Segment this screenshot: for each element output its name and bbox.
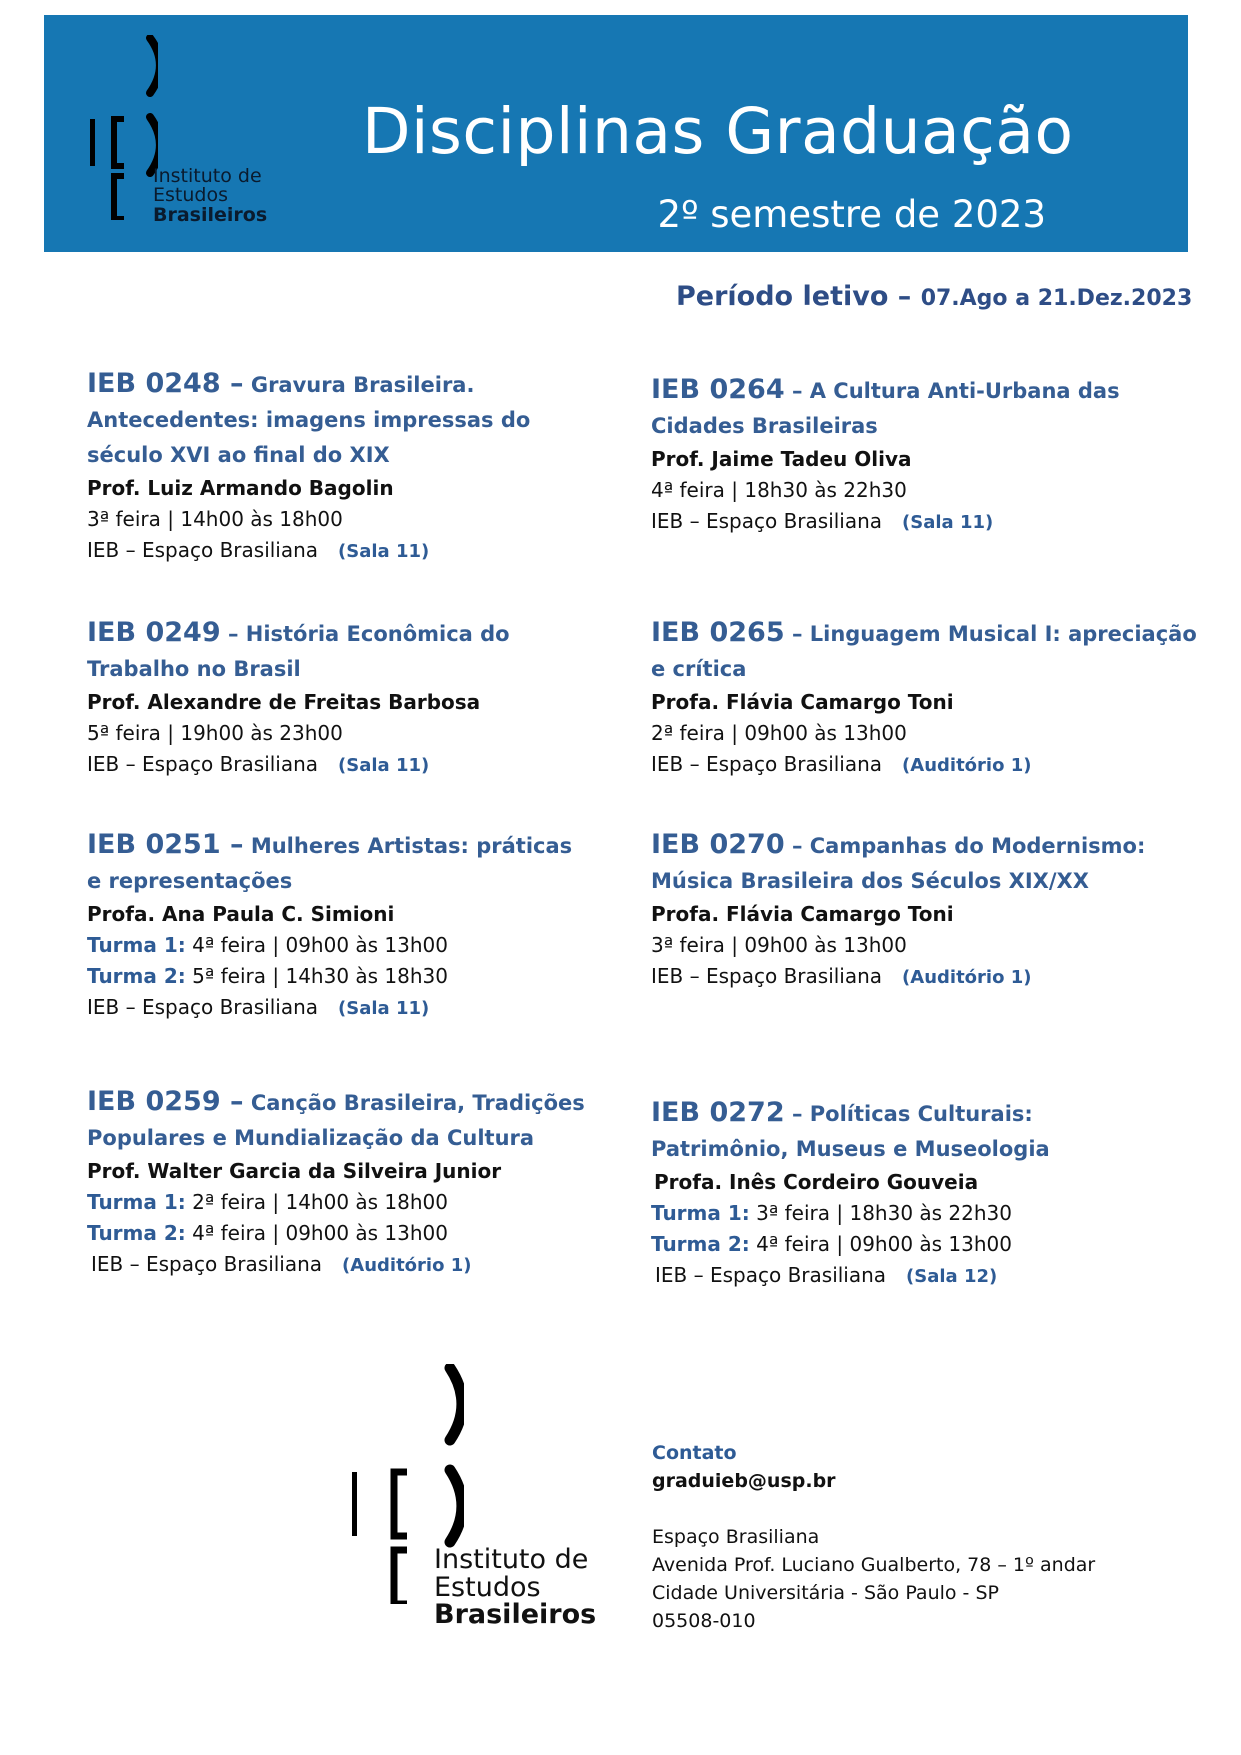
turma-schedule: 4ª feira | 09h00 às 13h00 xyxy=(756,1232,1013,1256)
course-code: IEB 0264 xyxy=(651,374,785,405)
course-code: IEB 0259 – xyxy=(87,1086,244,1117)
contact-block xyxy=(652,1439,1095,1635)
course-title xyxy=(651,827,1181,899)
periodo-label: Período letivo – xyxy=(676,281,912,312)
course-room: (Sala 11) xyxy=(338,755,430,776)
course-code: IEB 0249 xyxy=(87,617,221,648)
course-ieb-0270 xyxy=(651,827,1181,993)
course-name: – Campanhas do Modernismo: Música Brasileira dos Séculos XIX/XX xyxy=(651,834,1146,893)
course-code: IEB 0270 xyxy=(651,829,785,860)
course-room: (Sala 11) xyxy=(338,541,430,562)
contact-place: Espaço Brasiliana xyxy=(652,1526,820,1548)
course-ieb-0249 xyxy=(87,615,527,781)
footer-logo-line3: Brasileiros xyxy=(434,1599,597,1631)
header-banner xyxy=(44,15,1188,252)
course-professor: Profa. Flávia Camargo Toni xyxy=(651,690,954,714)
course-title xyxy=(651,615,1201,687)
course-ieb-0272 xyxy=(651,1095,1171,1292)
turma-schedule: 5ª feira | 14h30 às 18h30 xyxy=(192,964,449,988)
course-location: IEB – Espaço Brasiliana xyxy=(87,538,319,562)
course-room: (Sala 11) xyxy=(338,998,430,1019)
turma-label: Turma 1: xyxy=(651,1201,750,1225)
course-turma-1 xyxy=(651,1198,1171,1229)
course-code: IEB 0251 – xyxy=(87,829,244,860)
turma-schedule: 4ª feira | 09h00 às 13h00 xyxy=(192,1221,449,1245)
course-location: IEB – Espaço Brasiliana xyxy=(655,1263,887,1287)
course-name: Gravura Brasileira. Antecedentes: imagens impressas do século XVI ao final do XIX xyxy=(87,373,531,467)
logo-line2: Estudos xyxy=(153,184,228,207)
turma-label: Turma 2: xyxy=(651,1232,750,1256)
course-name: Mulheres Artistas: práticas e representações xyxy=(87,834,573,893)
course-location-line xyxy=(651,1260,1171,1292)
course-professor: Prof. Alexandre de Freitas Barbosa xyxy=(87,690,481,714)
course-schedule: 5ª feira | 19h00 às 23h00 xyxy=(87,721,343,745)
contact-zip: 05508-010 xyxy=(652,1610,756,1632)
logo-line1: Instituto de xyxy=(153,165,262,187)
course-name: – Políticas Culturais: Patrimônio, Museus e Museologia xyxy=(651,1102,1050,1161)
course-code: IEB 0265 xyxy=(651,617,785,648)
course-name: – História Econômica do Trabalho no Brasil xyxy=(87,622,510,681)
course-schedule: 2ª feira | 09h00 às 13h00 xyxy=(651,721,907,745)
course-code: IEB 0272 xyxy=(651,1097,785,1128)
periodo-letivo xyxy=(676,281,1192,312)
contact-email[interactable]: graduieb@usp.br xyxy=(652,1470,836,1492)
ieb-logo-icon xyxy=(88,35,158,220)
course-location-line xyxy=(651,506,1201,538)
periodo-dates: 07.Ago a 21.Dez.2023 xyxy=(920,286,1193,311)
course-location-line xyxy=(87,992,587,1024)
footer-logo-line1: Instituto de xyxy=(434,1544,589,1575)
course-turma-2 xyxy=(87,1218,607,1249)
course-professor: Profa. Ana Paula C. Simioni xyxy=(87,902,395,926)
turma-label: Turma 1: xyxy=(87,1190,186,1214)
course-ieb-0265 xyxy=(651,615,1201,781)
course-title xyxy=(87,615,527,687)
course-location: IEB – Espaço Brasiliana xyxy=(651,964,883,988)
course-location: IEB – Espaço Brasiliana xyxy=(651,509,883,533)
contact-city: Cidade Universitária - São Paulo - SP xyxy=(652,1582,999,1604)
course-room: (Auditório 1) xyxy=(342,1255,472,1276)
course-ieb-0259 xyxy=(87,1084,607,1281)
course-schedule: 3ª feira | 14h00 às 18h00 xyxy=(87,507,343,531)
course-location: IEB – Espaço Brasiliana xyxy=(87,995,319,1019)
turma-schedule: 3ª feira | 18h30 às 22h30 xyxy=(756,1201,1013,1225)
contact-label: Contato xyxy=(652,1442,737,1464)
course-professor: Prof. Walter Garcia da Silveira Junior xyxy=(87,1159,502,1183)
course-code: IEB 0248 – xyxy=(87,368,244,399)
turma-schedule: 4ª feira | 09h00 às 13h00 xyxy=(192,933,449,957)
course-location: IEB – Espaço Brasiliana xyxy=(91,1252,323,1276)
course-schedule: 3ª feira | 09h00 às 13h00 xyxy=(651,933,907,957)
course-name: – Linguagem Musical I: apreciação e crítica xyxy=(651,622,1197,681)
course-room: (Sala 11) xyxy=(902,512,994,533)
course-title xyxy=(87,1084,607,1156)
course-location-line xyxy=(87,749,527,781)
course-title xyxy=(87,827,587,899)
course-location: IEB – Espaço Brasiliana xyxy=(87,752,319,776)
course-turma-1 xyxy=(87,1187,607,1218)
course-location-line xyxy=(651,961,1181,993)
logo-wordmark xyxy=(153,167,267,225)
course-professor: Prof. Jaime Tadeu Oliva xyxy=(651,447,912,471)
contact-address: Avenida Prof. Luciano Gualberto, 78 – 1º andar xyxy=(652,1554,1096,1576)
turma-schedule: 2ª feira | 14h00 às 18h00 xyxy=(192,1190,449,1214)
course-location-line xyxy=(651,749,1201,781)
course-name: – A Cultura Anti-Urbana das Cidades Brasileiras xyxy=(651,379,1120,438)
turma-label: Turma 2: xyxy=(87,964,186,988)
course-location-line xyxy=(87,1249,607,1281)
course-professor: Prof. Luiz Armando Bagolin xyxy=(87,476,394,500)
turma-label: Turma 2: xyxy=(87,1221,186,1245)
course-room: (Sala 12) xyxy=(906,1266,998,1287)
course-room: (Auditório 1) xyxy=(902,755,1032,776)
course-ieb-0248 xyxy=(87,366,607,567)
turma-label: Turma 1: xyxy=(87,933,186,957)
footer-logo-line2: Estudos xyxy=(434,1571,541,1603)
course-ieb-0264 xyxy=(651,372,1201,538)
course-turma-2 xyxy=(87,961,587,992)
course-professor: Profa. Flávia Camargo Toni xyxy=(651,902,954,926)
course-room: (Auditório 1) xyxy=(902,967,1032,988)
course-ieb-0251 xyxy=(87,827,587,1024)
course-location: IEB – Espaço Brasiliana xyxy=(651,752,883,776)
footer-logo-wordmark xyxy=(434,1546,596,1629)
course-location-line xyxy=(87,535,607,567)
logo-line3: Brasileiros xyxy=(153,203,268,226)
page-subtitle: 2º semestre de 2023 xyxy=(657,193,1046,236)
course-turma-1 xyxy=(87,930,587,961)
course-schedule: 4ª feira | 18h30 às 22h30 xyxy=(651,478,907,502)
page-title: Disciplinas Graduação xyxy=(362,95,1074,168)
course-professor: Profa. Inês Cordeiro Gouveia xyxy=(654,1170,979,1194)
course-title xyxy=(651,372,1201,444)
course-turma-2 xyxy=(651,1229,1171,1260)
course-name: Canção Brasileira, Tradições Populares e Mundialização da Cultura xyxy=(87,1091,585,1150)
course-title xyxy=(651,1095,1171,1167)
course-title xyxy=(87,366,607,473)
